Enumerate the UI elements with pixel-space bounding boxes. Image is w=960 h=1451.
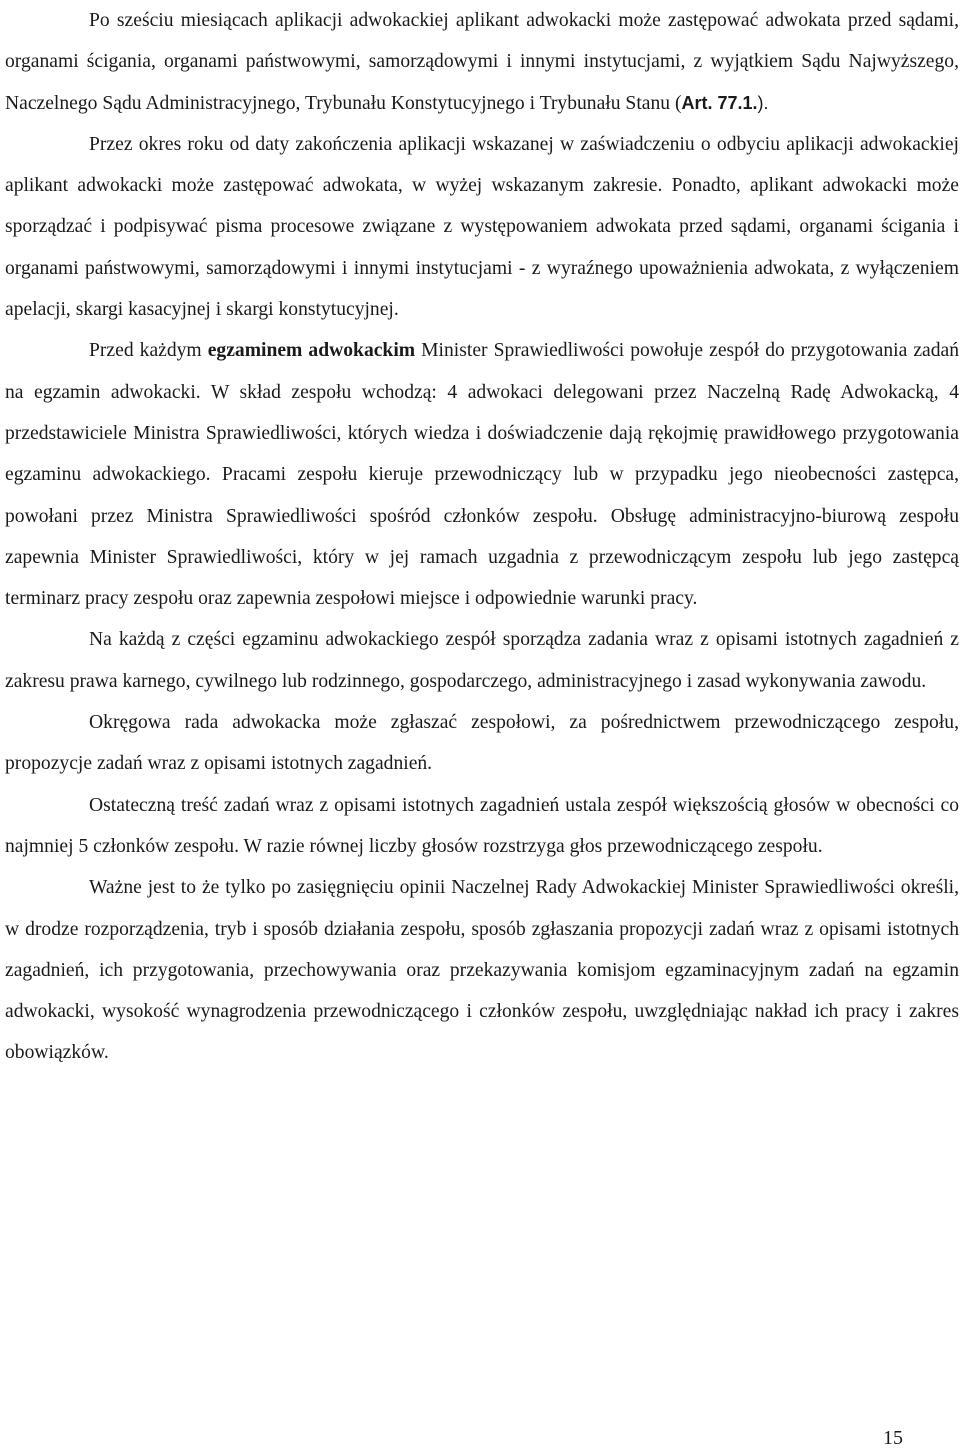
paragraph-4-text: Na każdą z części egzaminu adwokackiego zespół sporządza zadania wraz z opisami istotnych zagadnień z zakresu prawa karnego, cywilnego lub rodzinnego, gospodarczego, administracyjnego i zasad wykonywania zawodu.	[5, 629, 959, 692]
paragraph-1-closing: ).	[757, 92, 769, 113]
paragraph-7	[5, 867, 959, 1073]
document-body	[5, 0, 959, 1074]
paragraph-3-text-start: Przed każdym	[89, 340, 208, 362]
paragraph-3	[5, 330, 959, 619]
paragraph-3-text-end: Minister Sprawiedliwości powołuje zespół do przygotowania zadań na egzamin adwokacki. W skład zespołu wchodzą: 4 adwokaci delegowani przez Naczelną Radę Adwokacką, 4 przedstawiciele Ministra Sprawiedliwości, których wiedza i doświadczenie dają rękojmię prawidłowego przygotowania egzaminu adwokackiego. Pracami zespołu kieruje przewodniczący lub w przypadku jego nieobecności zastępca, powołani przez Ministra Sprawiedliwości spośród członków zespołu. Obsługę administracyjno-biurową zespołu zapewnia Minister Sprawiedliwości, który w jej ramach uzgadnia z przewodniczącym zespołu lub jego zastępcą terminarz pracy zespołu oraz zapewnia zespołowi miejsce i odpowiednie warunki pracy.	[5, 340, 960, 610]
page-number: 15	[883, 1427, 903, 1449]
paragraph-5	[5, 702, 959, 785]
paragraph-2	[5, 124, 959, 330]
bold-phrase: egzaminem adwokackim	[207, 340, 416, 362]
paragraph-6-text: Ostateczną treść zadań wraz z opisami istotnych zagadnień ustala zespół większością głosów w obecności co najmniej 5 członków zespołu. W razie równej liczby głosów rozstrzyga głos przewodniczącego zespołu.	[5, 794, 959, 857]
paragraph-1-text: Po sześciu miesiącach aplikacji adwokackiej aplikant adwokacki może zastępować adwokata przed sądami, organami ścigania, organami państwowymi, samorządowymi i innymi instytucjami, z wyjątkiem Sądu Najwyższego, Naczelnego Sądu Administracyjnego, Trybunału Konstytucyjnego i Trybunału Stanu (	[5, 10, 959, 114]
paragraph-6	[5, 785, 959, 868]
paragraph-2-text: Przez okres roku od daty zakończenia aplikacji wskazanej w zaświadczeniu o odbyciu aplikacji adwokackiej aplikant adwokacki może zastępować adwokata, w wyżej wskazanym zakresie. Ponadto, aplikant adwokacki może sporządzać i podpisywać pisma procesowe związane z występowaniem adwokata przed sądami, organami ścigania i organami państwowymi, samorządowymi i innymi instytucjami - z wyraźnego upoważnienia adwokata, z wyłączeniem apelacji, skargi kasacyjnej i skargi konstytucyjnej.	[5, 133, 959, 321]
article-reference: Art. 77.1.	[681, 92, 758, 113]
paragraph-1	[5, 0, 959, 124]
paragraph-7-text: Ważne jest to że tylko po zasięgnięciu opinii Naczelnej Rady Adwokackiej Minister Sprawiedliwości określi, w drodze rozporządzenia, tryb i sposób działania zespołu, sposób zgłaszania propozycji zadań wraz z opisami istotnych zagadnień, ich przygotowania, przechowywania oraz przekazywania komisjom egzaminacyjnym zadań na egzamin adwokacki, wysokość wynagrodzenia przewodniczącego i członków zespołu, uwzględniając nakład ich pracy i zakres obowiązków.	[5, 877, 959, 1064]
paragraph-5-text: Okręgowa rada adwokacka może zgłaszać zespołowi, za pośrednictwem przewodniczącego zespołu, propozycje zadań wraz z opisami istotnych zagadnień.	[5, 712, 959, 775]
paragraph-4	[5, 619, 959, 702]
